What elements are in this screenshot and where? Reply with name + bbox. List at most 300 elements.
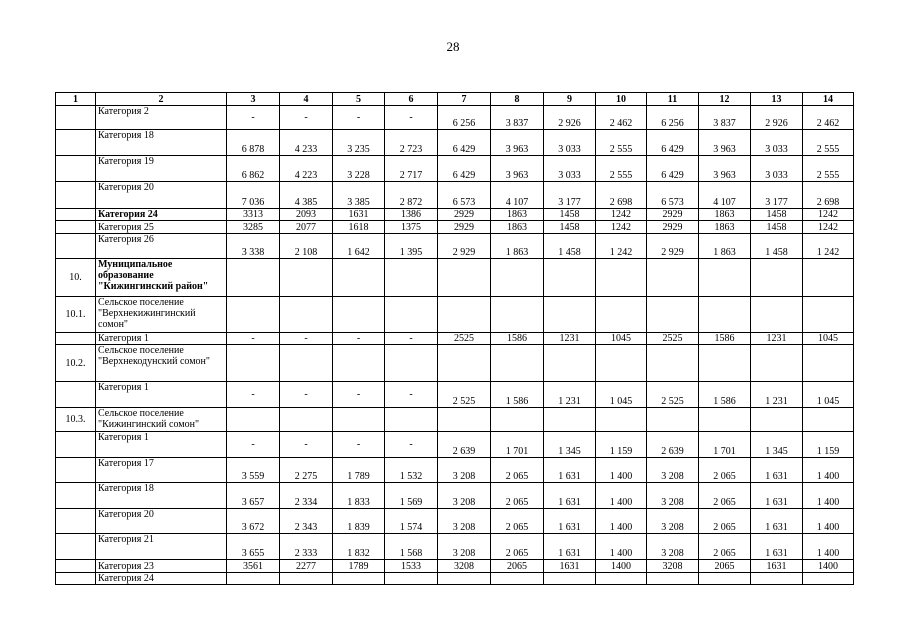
value-cell xyxy=(596,259,647,297)
value-cell: 2 065 xyxy=(491,509,544,534)
value-cell: 3 033 xyxy=(544,130,596,156)
value-cell: 1231 xyxy=(751,333,803,345)
value-cell: 1 839 xyxy=(333,509,385,534)
value-cell: 1 400 xyxy=(596,483,647,509)
value-cell: 6 862 xyxy=(227,156,280,182)
value-cell: 1631 xyxy=(333,209,385,221)
value-cell: 2 525 xyxy=(438,382,491,408)
value-cell: 1242 xyxy=(596,221,647,234)
value-cell: 1863 xyxy=(491,221,544,234)
value-cell xyxy=(751,259,803,297)
value-cell xyxy=(280,408,333,432)
value-cell xyxy=(385,573,438,585)
value-cell: 1 045 xyxy=(596,382,647,408)
value-cell: 1 586 xyxy=(491,382,544,408)
header-cell: 14 xyxy=(803,93,854,106)
value-cell: 1 400 xyxy=(803,458,854,483)
value-cell: 2 462 xyxy=(596,106,647,130)
value-cell xyxy=(385,345,438,382)
row-number xyxy=(56,483,96,509)
value-cell: 3 963 xyxy=(491,156,544,182)
value-cell xyxy=(385,297,438,333)
value-cell: 1 631 xyxy=(544,509,596,534)
row-number xyxy=(56,182,96,209)
header-cell: 9 xyxy=(544,93,596,106)
value-cell xyxy=(333,573,385,585)
value-cell: 3 963 xyxy=(491,130,544,156)
value-cell: 3 837 xyxy=(491,106,544,130)
value-cell: 3 208 xyxy=(438,458,491,483)
value-cell: 1 631 xyxy=(751,458,803,483)
value-cell xyxy=(699,408,751,432)
value-cell: 1045 xyxy=(596,333,647,345)
value-cell: 1 400 xyxy=(803,509,854,534)
value-cell: 3 837 xyxy=(699,106,751,130)
value-cell xyxy=(333,345,385,382)
value-cell: - xyxy=(385,333,438,345)
value-cell: 2929 xyxy=(647,209,699,221)
value-cell xyxy=(280,345,333,382)
value-cell: 1458 xyxy=(751,209,803,221)
table-row xyxy=(56,345,854,382)
value-cell: 2 343 xyxy=(280,509,333,534)
row-name: Категория 1 xyxy=(96,333,227,345)
value-cell xyxy=(647,573,699,585)
row-name: Сельское поселение "Кижингинский сомон" xyxy=(96,408,227,432)
header-cell: 11 xyxy=(647,93,699,106)
value-cell: 3208 xyxy=(647,560,699,573)
value-cell xyxy=(751,345,803,382)
table-row xyxy=(56,156,854,182)
row-name: Категория 19 xyxy=(96,156,227,182)
row-name: Категория 18 xyxy=(96,483,227,509)
value-cell: 2929 xyxy=(438,209,491,221)
value-cell: 2 929 xyxy=(647,234,699,259)
value-cell: - xyxy=(385,382,438,408)
row-number xyxy=(56,234,96,259)
header-cell: 2 xyxy=(96,93,227,106)
value-cell: 2 333 xyxy=(280,534,333,560)
value-cell: 2065 xyxy=(491,560,544,573)
value-cell xyxy=(544,573,596,585)
value-cell: 4 107 xyxy=(491,182,544,209)
value-cell: 1631 xyxy=(544,560,596,573)
value-cell: 2 065 xyxy=(491,534,544,560)
value-cell: 2 525 xyxy=(647,382,699,408)
table-row xyxy=(56,432,854,458)
value-cell: 2 926 xyxy=(544,106,596,130)
value-cell: 3 338 xyxy=(227,234,280,259)
row-number xyxy=(56,333,96,345)
value-cell xyxy=(385,259,438,297)
header-cell: 6 xyxy=(385,93,438,106)
value-cell xyxy=(647,297,699,333)
value-cell: 1533 xyxy=(385,560,438,573)
value-cell: - xyxy=(333,333,385,345)
row-number: 10. xyxy=(56,259,96,297)
value-cell: 2 698 xyxy=(803,182,854,209)
value-cell: 1 395 xyxy=(385,234,438,259)
value-cell xyxy=(803,408,854,432)
value-cell xyxy=(544,345,596,382)
value-cell: 2093 xyxy=(280,209,333,221)
header-cell: 3 xyxy=(227,93,280,106)
value-cell xyxy=(333,259,385,297)
table-row xyxy=(56,483,854,509)
value-cell: 3 208 xyxy=(647,509,699,534)
value-cell: 2 698 xyxy=(596,182,647,209)
table-row xyxy=(56,297,854,333)
value-cell: 3 963 xyxy=(699,130,751,156)
table-row xyxy=(56,259,854,297)
value-cell: 3 208 xyxy=(438,509,491,534)
value-cell: 1631 xyxy=(751,560,803,573)
row-name: Категория 26 xyxy=(96,234,227,259)
value-cell xyxy=(438,408,491,432)
value-cell xyxy=(544,297,596,333)
value-cell xyxy=(280,259,333,297)
value-cell xyxy=(751,573,803,585)
value-cell: 2 555 xyxy=(596,130,647,156)
value-cell: 2 065 xyxy=(699,458,751,483)
value-cell: 2 717 xyxy=(385,156,438,182)
header-cell: 7 xyxy=(438,93,491,106)
value-cell: 1242 xyxy=(596,209,647,221)
row-number xyxy=(56,382,96,408)
value-cell: 1863 xyxy=(491,209,544,221)
value-cell xyxy=(280,297,333,333)
value-cell: - xyxy=(227,432,280,458)
table-row xyxy=(56,234,854,259)
value-cell: 1863 xyxy=(699,209,751,221)
value-cell xyxy=(491,408,544,432)
value-cell: 1 045 xyxy=(803,382,854,408)
value-cell: 2525 xyxy=(647,333,699,345)
value-cell xyxy=(647,345,699,382)
row-number xyxy=(56,156,96,182)
value-cell: 1 231 xyxy=(544,382,596,408)
row-name: Сельское поселение "Верхнекижингинский сомон" xyxy=(96,297,227,333)
value-cell xyxy=(751,297,803,333)
value-cell: 1 400 xyxy=(596,458,647,483)
value-cell xyxy=(491,345,544,382)
table-row xyxy=(56,408,854,432)
row-name: Категория 25 xyxy=(96,221,227,234)
header-cell: 4 xyxy=(280,93,333,106)
value-cell: 3 235 xyxy=(333,130,385,156)
value-cell: 1 631 xyxy=(751,483,803,509)
value-cell: 6 256 xyxy=(438,106,491,130)
value-cell: 1400 xyxy=(596,560,647,573)
value-cell: 6 878 xyxy=(227,130,280,156)
row-name: Категория 1 xyxy=(96,432,227,458)
value-cell xyxy=(438,259,491,297)
value-cell: 2 065 xyxy=(699,534,751,560)
value-cell: 1 631 xyxy=(544,534,596,560)
value-cell: 3208 xyxy=(438,560,491,573)
value-cell xyxy=(544,408,596,432)
table-row xyxy=(56,221,854,234)
value-cell: 7 036 xyxy=(227,182,280,209)
value-cell xyxy=(227,573,280,585)
value-cell: 1 400 xyxy=(803,483,854,509)
value-cell xyxy=(803,573,854,585)
value-cell xyxy=(699,345,751,382)
value-cell: 6 256 xyxy=(647,106,699,130)
row-name: Категория 2 xyxy=(96,106,227,130)
value-cell: 1 159 xyxy=(803,432,854,458)
value-cell: 1045 xyxy=(803,333,854,345)
page-number: 28 xyxy=(446,39,460,54)
value-cell: 3 208 xyxy=(647,483,699,509)
value-cell: 3 208 xyxy=(438,483,491,509)
value-cell: 1 159 xyxy=(596,432,647,458)
value-cell: 1 789 xyxy=(333,458,385,483)
value-cell xyxy=(803,297,854,333)
row-number xyxy=(56,534,96,560)
value-cell xyxy=(803,345,854,382)
header-cell: 13 xyxy=(751,93,803,106)
value-cell xyxy=(596,345,647,382)
value-cell: 3 033 xyxy=(751,156,803,182)
value-cell xyxy=(491,259,544,297)
value-cell: 2 275 xyxy=(280,458,333,483)
value-cell: 3 177 xyxy=(751,182,803,209)
value-cell: 1 400 xyxy=(596,534,647,560)
value-cell: 1 833 xyxy=(333,483,385,509)
row-name: Категория 24 xyxy=(96,573,227,585)
value-cell: - xyxy=(280,333,333,345)
value-cell: 1 458 xyxy=(751,234,803,259)
value-cell xyxy=(491,573,544,585)
row-name: Категория 24 xyxy=(96,209,227,221)
value-cell: - xyxy=(280,382,333,408)
value-cell: 1586 xyxy=(491,333,544,345)
tariff-table xyxy=(55,92,854,585)
value-cell: 1 832 xyxy=(333,534,385,560)
value-cell: - xyxy=(227,106,280,130)
row-number: 10.2. xyxy=(56,345,96,382)
row-name: Муниципальное образование "Кижингинский район" xyxy=(96,259,227,297)
value-cell: 6 429 xyxy=(438,156,491,182)
row-number: 10.3. xyxy=(56,408,96,432)
value-cell: 6 429 xyxy=(647,130,699,156)
header-cell: 10 xyxy=(596,93,647,106)
table-body xyxy=(56,93,854,585)
value-cell: 1863 xyxy=(699,221,751,234)
value-cell: 2929 xyxy=(647,221,699,234)
value-cell xyxy=(647,259,699,297)
table-row xyxy=(56,560,854,573)
value-cell: 2 926 xyxy=(751,106,803,130)
value-cell: - xyxy=(280,106,333,130)
value-cell: 3 385 xyxy=(333,182,385,209)
value-cell: 3313 xyxy=(227,209,280,221)
value-cell: 1 569 xyxy=(385,483,438,509)
value-cell xyxy=(803,259,854,297)
value-cell: 2065 xyxy=(699,560,751,573)
value-cell: 2 108 xyxy=(280,234,333,259)
value-cell: 2077 xyxy=(280,221,333,234)
value-cell: 1 345 xyxy=(544,432,596,458)
row-number xyxy=(56,509,96,534)
row-number xyxy=(56,130,96,156)
value-cell: 3 208 xyxy=(647,534,699,560)
value-cell: 2 462 xyxy=(803,106,854,130)
value-cell xyxy=(227,408,280,432)
row-name: Категория 21 xyxy=(96,534,227,560)
value-cell: 1 242 xyxy=(596,234,647,259)
row-name: Категория 23 xyxy=(96,560,227,573)
row-number xyxy=(56,458,96,483)
header-cell: 12 xyxy=(699,93,751,106)
value-cell: - xyxy=(227,382,280,408)
value-cell: 1 242 xyxy=(803,234,854,259)
table-row xyxy=(56,534,854,560)
table-row xyxy=(56,130,854,156)
value-cell: 2 334 xyxy=(280,483,333,509)
value-cell: 2 872 xyxy=(385,182,438,209)
value-cell: - xyxy=(333,432,385,458)
row-number xyxy=(56,573,96,585)
value-cell xyxy=(280,573,333,585)
value-cell: 4 107 xyxy=(699,182,751,209)
value-cell: 1 568 xyxy=(385,534,438,560)
value-cell: 3285 xyxy=(227,221,280,234)
value-cell: 4 233 xyxy=(280,130,333,156)
header-cell: 1 xyxy=(56,93,96,106)
value-cell xyxy=(438,345,491,382)
row-name: Категория 20 xyxy=(96,509,227,534)
value-cell: 4 385 xyxy=(280,182,333,209)
value-cell: 3 208 xyxy=(647,458,699,483)
value-cell: 3 963 xyxy=(699,156,751,182)
value-cell: 2525 xyxy=(438,333,491,345)
value-cell xyxy=(333,297,385,333)
value-cell: 2 929 xyxy=(438,234,491,259)
value-cell: 1 701 xyxy=(491,432,544,458)
value-cell: 3 033 xyxy=(751,130,803,156)
value-cell: 1458 xyxy=(751,221,803,234)
value-cell: 3 655 xyxy=(227,534,280,560)
value-cell: 2929 xyxy=(438,221,491,234)
value-cell: 6 429 xyxy=(438,130,491,156)
value-cell xyxy=(227,259,280,297)
value-cell: 3 033 xyxy=(544,156,596,182)
value-cell xyxy=(596,297,647,333)
row-number xyxy=(56,106,96,130)
value-cell: - xyxy=(333,382,385,408)
value-cell: - xyxy=(227,333,280,345)
value-cell: 1586 xyxy=(699,333,751,345)
value-cell xyxy=(751,408,803,432)
value-cell xyxy=(438,297,491,333)
value-cell: 1 863 xyxy=(699,234,751,259)
value-cell xyxy=(544,259,596,297)
value-cell: 1458 xyxy=(544,221,596,234)
value-cell xyxy=(333,408,385,432)
value-cell: 3561 xyxy=(227,560,280,573)
header-row xyxy=(56,93,854,106)
value-cell: 1458 xyxy=(544,209,596,221)
value-cell: 1242 xyxy=(803,221,854,234)
table-row xyxy=(56,382,854,408)
value-cell: 2 065 xyxy=(699,483,751,509)
value-cell: 1 231 xyxy=(751,382,803,408)
value-cell: 1231 xyxy=(544,333,596,345)
value-cell: 2 065 xyxy=(491,458,544,483)
value-cell xyxy=(596,408,647,432)
value-cell: 2 555 xyxy=(596,156,647,182)
value-cell: 1 458 xyxy=(544,234,596,259)
value-cell: 1 400 xyxy=(596,509,647,534)
value-cell: 1 574 xyxy=(385,509,438,534)
value-cell: 1 532 xyxy=(385,458,438,483)
value-cell: 2 065 xyxy=(491,483,544,509)
value-cell: 6 573 xyxy=(647,182,699,209)
row-name: Категория 17 xyxy=(96,458,227,483)
table-row xyxy=(56,573,854,585)
value-cell xyxy=(491,297,544,333)
row-name: Категория 1 xyxy=(96,382,227,408)
table-row xyxy=(56,333,854,345)
value-cell: 6 429 xyxy=(647,156,699,182)
value-cell: 1 863 xyxy=(491,234,544,259)
value-cell: 3 177 xyxy=(544,182,596,209)
value-cell: - xyxy=(333,106,385,130)
row-number xyxy=(56,560,96,573)
value-cell: 1618 xyxy=(333,221,385,234)
value-cell: 2 065 xyxy=(699,509,751,534)
value-cell: 2 639 xyxy=(647,432,699,458)
row-number xyxy=(56,432,96,458)
value-cell: 3 228 xyxy=(333,156,385,182)
value-cell: 1400 xyxy=(803,560,854,573)
value-cell: 1 586 xyxy=(699,382,751,408)
value-cell: 1 345 xyxy=(751,432,803,458)
value-cell: - xyxy=(385,106,438,130)
value-cell: 1 631 xyxy=(751,534,803,560)
value-cell: 4 223 xyxy=(280,156,333,182)
value-cell: 6 573 xyxy=(438,182,491,209)
row-number xyxy=(56,209,96,221)
value-cell: 1 701 xyxy=(699,432,751,458)
value-cell xyxy=(699,573,751,585)
value-cell: 3 559 xyxy=(227,458,280,483)
row-name: Сельское поселение "Верхнекодунский сомон" xyxy=(96,345,227,382)
row-name: Категория 18 xyxy=(96,130,227,156)
header-cell: 5 xyxy=(333,93,385,106)
value-cell: 3 672 xyxy=(227,509,280,534)
value-cell: 2 555 xyxy=(803,130,854,156)
value-cell: 1 400 xyxy=(803,534,854,560)
value-cell: 2 555 xyxy=(803,156,854,182)
row-number xyxy=(56,221,96,234)
value-cell: 3 657 xyxy=(227,483,280,509)
row-name: Категория 20 xyxy=(96,182,227,209)
value-cell xyxy=(438,573,491,585)
value-cell: - xyxy=(280,432,333,458)
header-cell: 8 xyxy=(491,93,544,106)
value-cell xyxy=(227,297,280,333)
value-cell xyxy=(227,345,280,382)
value-cell: 2277 xyxy=(280,560,333,573)
value-cell: 2 723 xyxy=(385,130,438,156)
value-cell xyxy=(385,408,438,432)
value-cell xyxy=(647,408,699,432)
value-cell: 1 631 xyxy=(544,458,596,483)
value-cell: 1 642 xyxy=(333,234,385,259)
